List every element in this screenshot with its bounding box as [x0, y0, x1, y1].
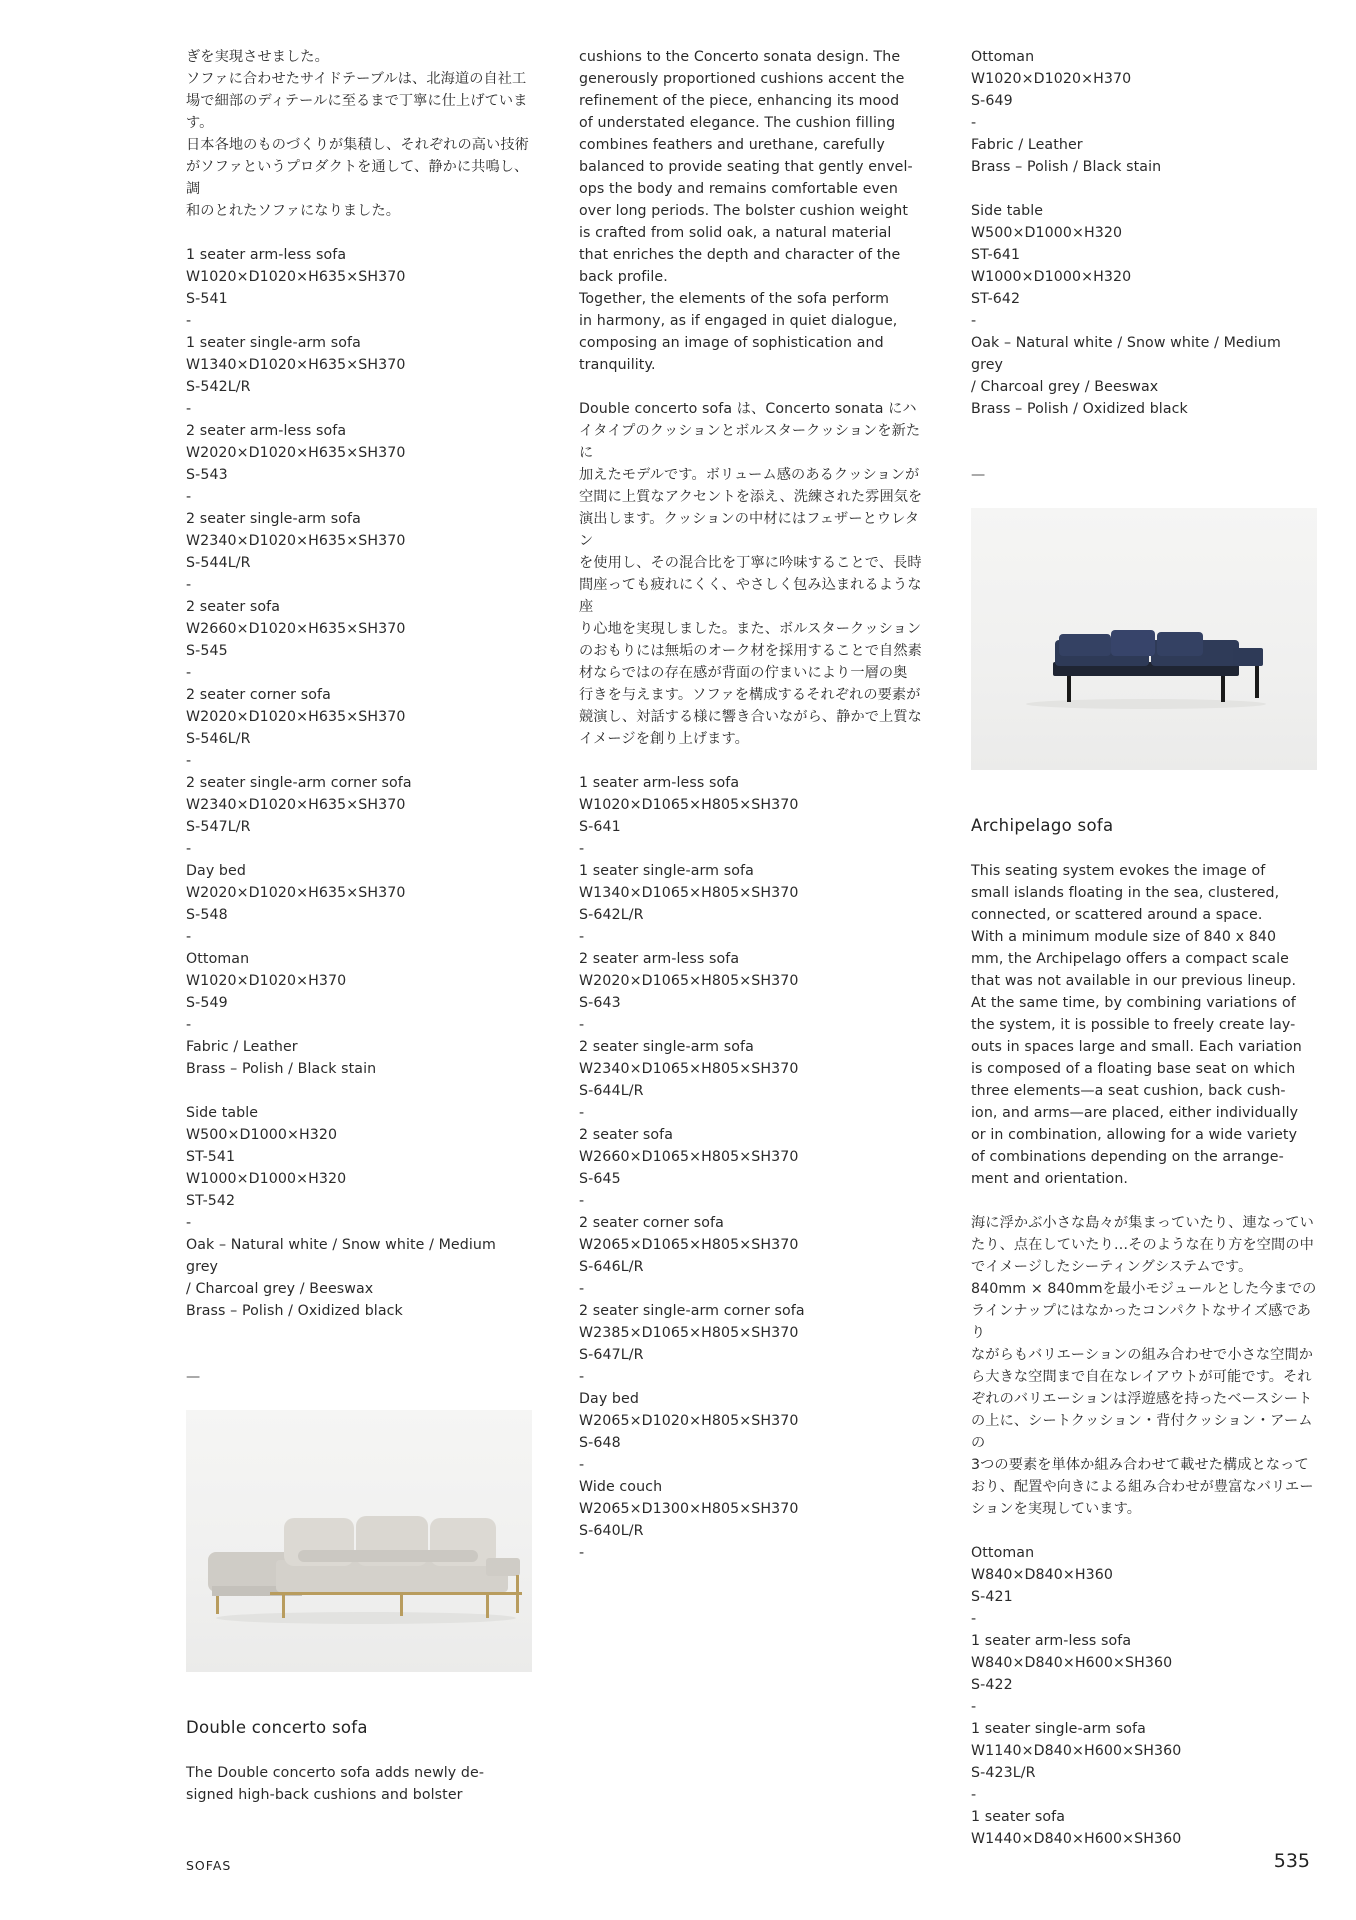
section-divider-2: —: [971, 467, 986, 483]
ottoman-spec-list: Ottoman W1020×D1020×H370 S-649 - Fabric / Leather Brass – Polish / Black stain: [971, 49, 1162, 175]
double-concerto-spec-list: 1 seater arm-less sofa W1020×D1020×H635×SH370 S-541 - 1 seater single-arm sofa W1340×D1020×H635×SH370 S-542L/R - 2 seater arm-less sofa W2020×D1020×H635×SH370 S-543 - 2 seater single-arm sofa W2340×D1020×H635×SH370 S-544L/R - 2 seater sofa W2660×D1020×H635×SH370 S-545 - 2 seater corner sofa W2020×D1020×H635×SH370 S-546L/R - 2 seater single-arm corner sofa W2340×D1020×H635×SH370 S-547L/R - Day bed W2020×D1020×H635×SH370 S-548 - Ottoman W1020×D1020×H370 S-549 - Fabric / Leather Brass – Polish / Black stain: [186, 247, 412, 1077]
double-concerto-japanese-text: Double concerto sofa は、Concerto sonata にハ イタイプのクッションとボルスタークッションを新たに 加えたモデルです。ボリューム感のあるクッションが 空間に上質なアクセントを添え、洗練された雰囲気を 演出します。クッションの中材にはフェザーとウレタン を使用し、その混合比を丁寧に吟味することで、長時 間座っても疲れにくく、やさしく包み込まれるような座 り心地を実現しました。また、ボルスタークッション のおもりには無垢のオーク材を採用することで自然素 材ならではの存在感が背面の佇まいにより一層の奥 行きを与えます。ソファを構成するそれぞれの要素が 競演し、対話する様に響き合いながら、静かで上質な イメージを創り上げます。: [579, 401, 923, 747]
archipelago-title: Archipelago sofa: [971, 816, 1114, 835]
column-middle: [579, 46, 929, 1564]
side-table-spec-list-2: Side table W500×D1000×H320 ST-641 W1000×D1000×H320 ST-642 - Oak – Natural white / Snow white / Medium grey / Charcoal grey / Beeswax Brass – Polish / Oxidized black: [971, 203, 1281, 417]
column-left: [186, 46, 532, 1806]
footer-section-label: SOFAS: [186, 1858, 232, 1873]
archipelago-description: This seating system evokes the image of small islands floating in the sea, clustered, connected, or scattered around a space. With a minimum module size of 840 x 840 mm, the Archipelago offers a compact scale that was not available in our previous lineup. At the same time, by combining variations of the system, it is possible to freely create lay- outs in spaces large and small. Each variation is composed of a floating base seat on which three elements—a seat cushion, back cush- ion, and arms—are placed, either individually or in combination, allowing for a wide variety of combinations depending on the arrange- ment and orientation.: [971, 863, 1302, 1187]
intro-japanese-text: ぎを実現させました。 ソファに合わせたサイドテーブルは、北海道の自社工 場で細部のディテールに至るまで丁寧に仕上げていま す。 日本各地のものづくりが集積し、それぞれの高い技術 がソファというプロダクトを通して、静かに共鳴し、調 和のとれたソファになりました。: [186, 49, 529, 219]
archipelago-japanese-text: 海に浮かぶ小さな島々が集まっていたり、連なってい たり、点在していたり…そのような在り方を空間の中 でイメージしたシーティングシステムです。 840mm × 840mmを最小モジュールとした今までの ラインナップにはなかったコンパクトなサイズ感であり ながらもバリエーションの組み合わせで小さな空間か ら大きな空間まで自在なレイアウトが可能です。それ ぞれのバリエーションは浮遊感を持ったベースシート の上に、シートクッション・背付クッション・アームの 3つの要素を単体か組み合わせて載せた構成となって おり、配置や向きによる組み合わせが豊富なバリエー ションを実現しています。: [971, 1215, 1317, 1517]
section-divider: —: [186, 1369, 201, 1385]
double-concerto-description-continued: cushions to the Concerto sonata design. The generously proportioned cushions accent the refinement of the piece, enhancing its mood of understated elegance. The cushion filling combines feathers and urethane, carefully balanced to provide seating that gently envel- ops the body and remains comfortable even over long periods. The bolster cushion weight is crafted from solid oak, a natural material that enriches the depth and character of the back profile. Together, the elements of the sofa perform in harmony, as if engaged in quiet dialogue, composing an image of sophistication and tranquility.: [579, 49, 913, 373]
archipelago-spec-list: Ottoman W840×D840×H360 S-421 - 1 seater arm-less sofa W840×D840×H600×SH360 S-422 - 1 seater single-arm sofa W1140×D840×H600×SH360 S-423L/R - 1 seater sofa W1440×D840×H600×SH360: [971, 1545, 1182, 1847]
side-table-spec-list: Side table W500×D1000×H320 ST-541 W1000×D1000×H320 ST-542 - Oak – Natural white / Snow white / Medium grey / Charcoal grey / Beeswax Brass – Polish / Oxidized black: [186, 1105, 496, 1319]
double-concerto-title: Double concerto sofa: [186, 1718, 368, 1737]
archipelago-sofa-photo: [971, 508, 1317, 770]
column-right: [971, 46, 1317, 1850]
double-concerto-description: The Double concerto sofa adds newly de- signed high-back cushions and bolster: [186, 1765, 485, 1803]
double-concerto-sofa-photo: [186, 1410, 532, 1672]
double-concerto-models-spec-list: 1 seater arm-less sofa W1020×D1065×H805×SH370 S-641 - 1 seater single-arm sofa W1340×D1065×H805×SH370 S-642L/R - 2 seater arm-less sofa W2020×D1065×H805×SH370 S-643 - 2 seater single-arm sofa W2340×D1065×H805×SH370 S-644L/R - 2 seater sofa W2660×D1065×H805×SH370 S-645 - 2 seater corner sofa W2065×D1065×H805×SH370 S-646L/R - 2 seater single-arm corner sofa W2385×D1065×H805×SH370 S-647L/R - Day bed W2065×D1020×H805×SH370 S-648 - Wide couch W2065×D1300×H805×SH370 S-640L/R -: [579, 775, 805, 1561]
page-number: 535: [1273, 1850, 1310, 1872]
